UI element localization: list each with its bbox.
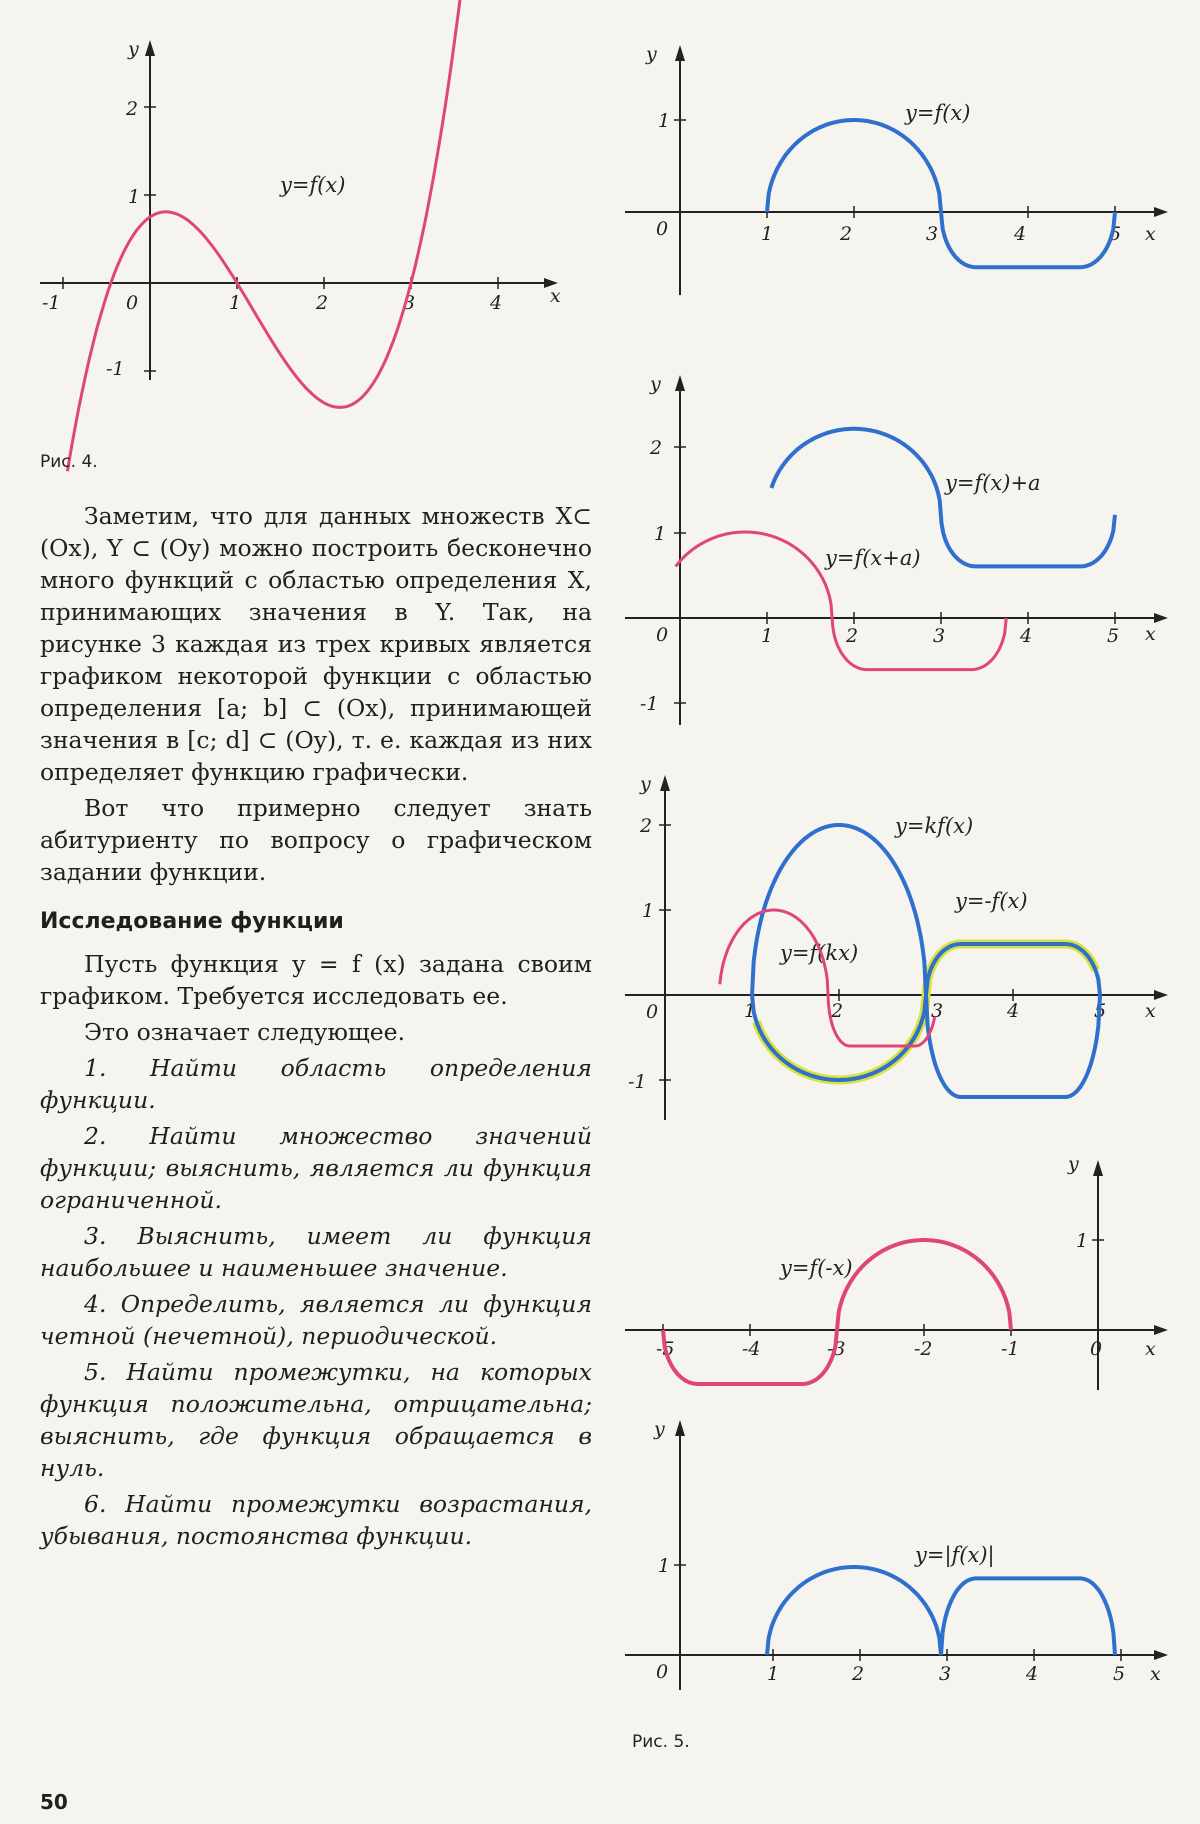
p2-ytick: 1 [654,523,667,545]
page-number: 50 [40,1790,68,1814]
p2-xtick: 4 [1020,625,1033,647]
p5-xtick: 4 [1026,1663,1039,1685]
p3-xtick: 5 [1094,1000,1107,1022]
p1-xtick: 2 [840,223,853,245]
p5-ytick: 1 [658,1555,671,1577]
p4-xtick: -4 [742,1338,761,1360]
fig4-xtick: 3 [403,292,416,314]
p2-label-shift-up: y=f(x)+a [945,471,1041,495]
p1-curve-label: y=f(x) [905,101,971,125]
p4-ytick: 1 [1076,1230,1089,1252]
fig4-xtick: 0 [126,292,139,314]
p3-xtick: 1 [744,1000,757,1022]
fig5-panel-4 [620,1150,1180,1400]
fig4-xtick: -1 [42,292,61,314]
paragraph-given: Пусть функция y = f (x) задана своим графиком. Требуется исследовать ее. [40,950,592,1010]
task-item: 3. Выяснить, имеет ли функция наибольшее и наименьшее значение. [40,1222,592,1282]
p3-label-kf: y=kf(x) [895,814,974,838]
task-item: 6. Найти промежутки возрастания, убывания, постоянства функции. [40,1490,592,1550]
p4-xtick: -5 [656,1338,675,1360]
p5-curve-label: y=|f(x)| [915,1543,995,1567]
fig4-ytick: 1 [128,186,141,208]
paragraph-sets: Заметим, что для данных множеств X⊂ (Ox), Y ⊂ (Oy) можно построить бесконечно много функций с областью определения X, принимающих значения в Y. Так, на рисунке 3 каждая из трех кривых является графиком некоторой функции с областью определения [a; b] ⊂ (Ox), принимающей значения в [c; d] ⊂ (Oy), т. е. каждая из них определяет функцию графически. [40,502,592,786]
p2-label-shift-left: y=f(x+a) [825,546,921,570]
fig4-x-label: x [550,285,561,307]
p5-origin: 0 [656,1661,669,1683]
fig4-xtick: 1 [229,292,242,314]
body-text [40,500,592,1556]
fig4-ytick: 2 [126,98,139,120]
task-item: 4. Определить, является ли функция четной (нечетной), периодической. [40,1290,592,1350]
fig4-xtick: 2 [316,292,329,314]
p3-y-label: y [640,773,651,795]
p1-x-label: x [1145,223,1156,245]
fig4-y-label: y [128,38,139,60]
p1-xtick: 5 [1109,223,1122,245]
p2-xtick: 5 [1107,625,1120,647]
p5-x-label: x [1150,1663,1161,1685]
p5-y-label: y [654,1418,665,1440]
p4-xtick: -3 [827,1338,846,1360]
p1-ytick: 1 [658,110,671,132]
fig5-panel-1 [620,40,1180,310]
p2-curve-f-plus-a [771,429,1115,567]
fig4-ytick: -1 [106,358,125,380]
p1-curve-f [767,120,1115,267]
p4-curve-label: y=f(-x) [780,1256,853,1280]
p2-x-label: x [1145,623,1156,645]
p4-origin: 0 [1090,1338,1103,1360]
fig5-panel-5 [620,1415,1180,1705]
p3-label-neg-f: y=-f(x) [955,889,1028,913]
p1-origin: 0 [656,218,669,240]
p3-xtick: 2 [831,1000,844,1022]
p5-xtick: 5 [1113,1663,1126,1685]
p2-ytick: -1 [640,693,659,715]
p3-ytick: 1 [642,900,655,922]
p3-x-label: x [1145,1000,1156,1022]
fig5-panel-2 [620,370,1180,740]
p1-xtick: 3 [926,223,939,245]
p3-ytick: 2 [640,815,653,837]
p2-origin: 0 [656,624,669,646]
paragraph-means: Это означает следующее. [84,1018,406,1046]
fig4-curve [67,0,506,471]
p4-xtick: -1 [1001,1338,1020,1360]
p2-xtick: 1 [761,625,774,647]
task-item: 5. Найти промежутки, на которых функция положительна, отрицательна; выяснить, где функция обращается в нуль. [40,1358,592,1482]
p2-ytick: 2 [650,437,663,459]
p3-xtick: 4 [1007,1000,1020,1022]
p3-ytick: -1 [628,1071,647,1093]
task-item: 1. Найти область определения функции. [40,1054,592,1114]
p4-x-label: x [1145,1338,1156,1360]
p1-y-label: y [646,43,657,65]
p5-xtick: 3 [939,1663,952,1685]
section-heading: Исследование функции [40,909,344,934]
figure-4 [30,30,570,390]
fig5-panel-3 [620,770,1180,1130]
p2-xtick: 2 [846,625,859,647]
fig4-curve-label: y=f(x) [280,173,346,197]
p2-y-label: y [650,373,661,395]
p4-y-label: y [1068,1153,1079,1175]
p2-xtick: 3 [933,625,946,647]
p5-xtick: 1 [767,1663,780,1685]
fig4-xtick: 4 [490,292,503,314]
paragraph-applicant: Вот что примерно следует знать абитуриенту по вопросу о графическом задании функции. [40,794,592,886]
p1-xtick: 1 [761,223,774,245]
p5-curve-abs-f [767,1567,1115,1655]
p4-xtick: -2 [914,1338,933,1360]
p3-label-fkx: y=f(kx) [780,941,859,965]
p3-xtick: 3 [931,1000,944,1022]
fig5-caption: Рис. 5. [632,1732,690,1752]
p5-xtick: 2 [852,1663,865,1685]
fig4-caption: Рис. 4. [40,452,98,472]
p3-origin: 0 [646,1001,659,1023]
task-item: 2. Найти множество значений функции; выяснить, является ли функция ограниченной. [40,1122,592,1214]
p1-xtick: 4 [1014,223,1027,245]
